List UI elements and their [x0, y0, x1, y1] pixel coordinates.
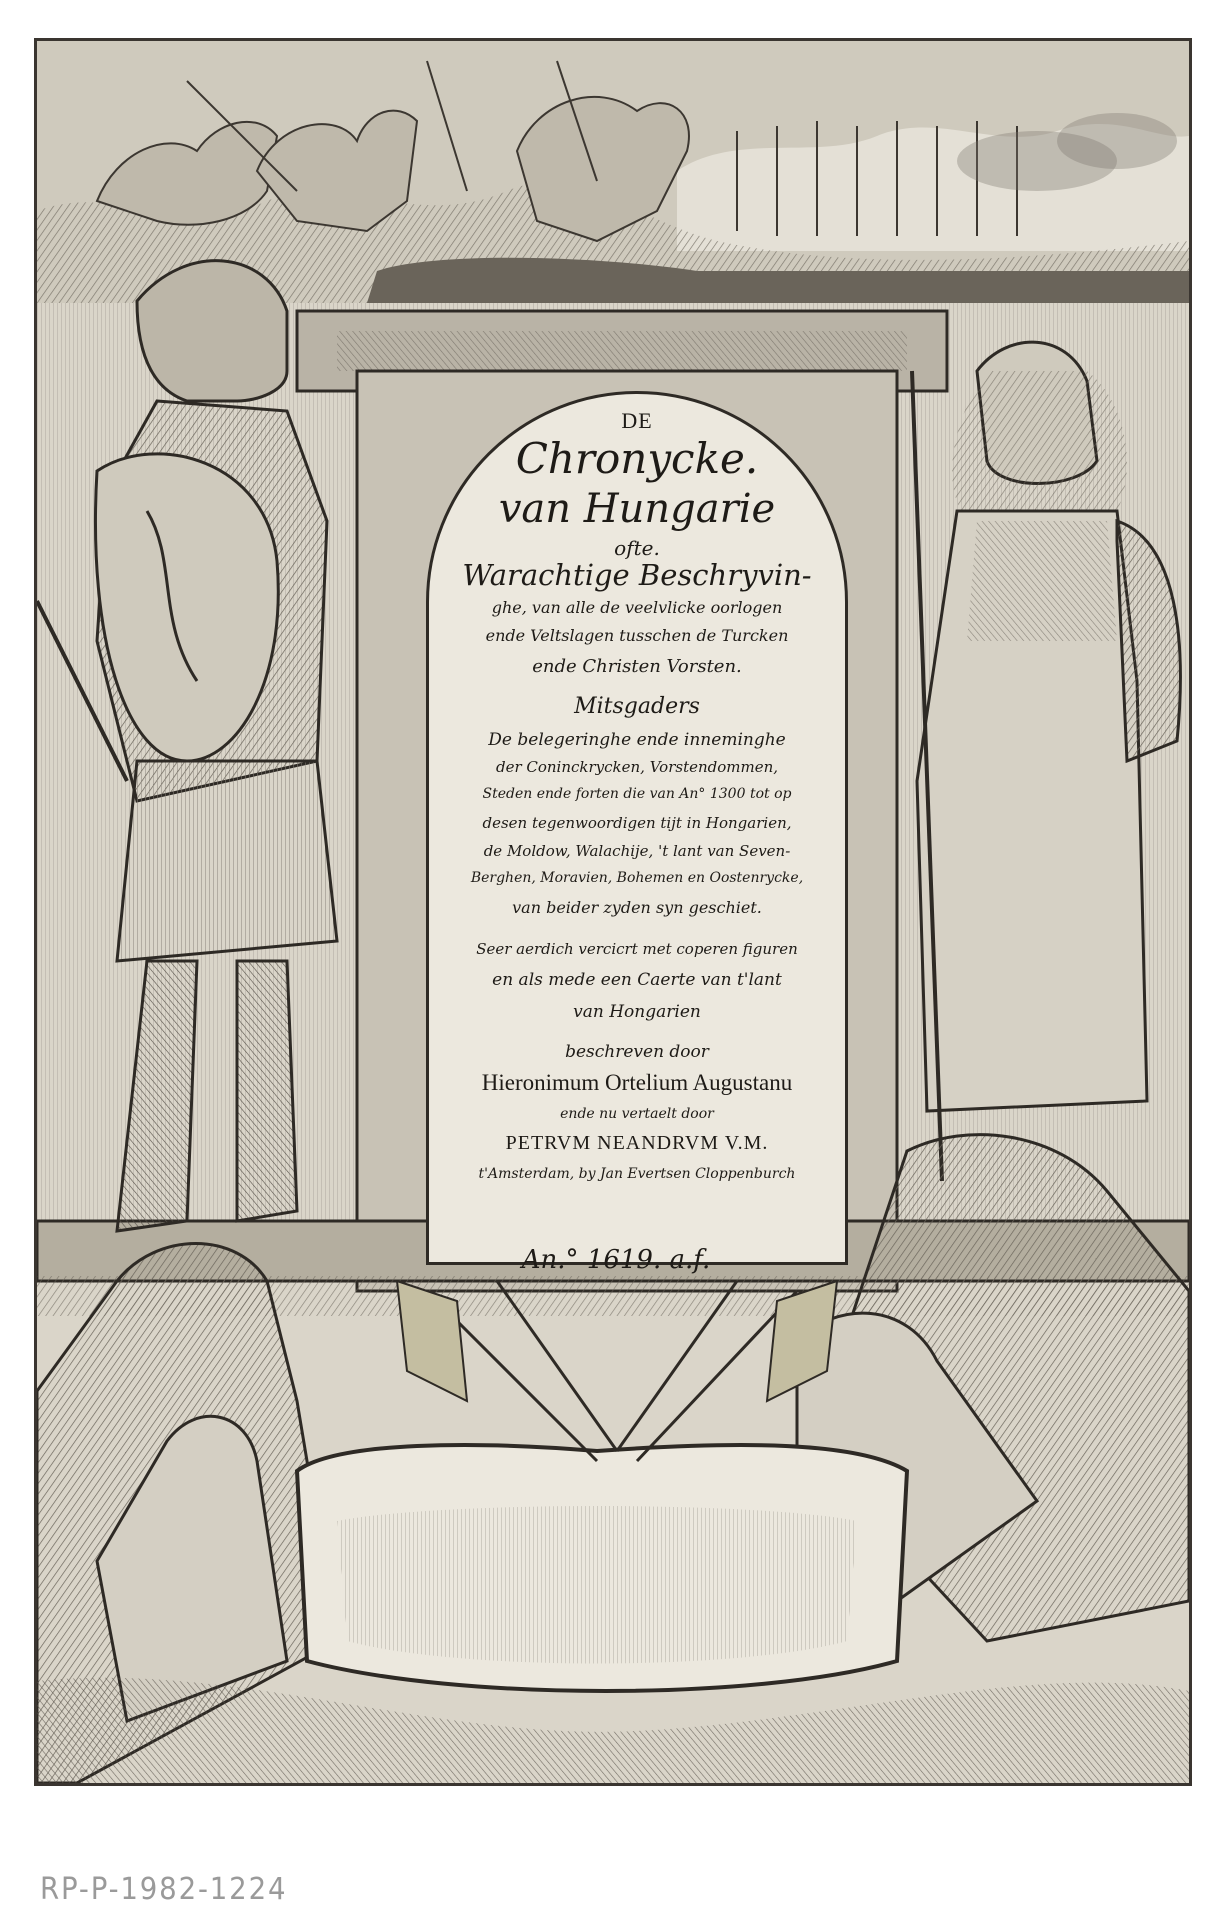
- title-line-15: van beider zyden syn geschiet.: [512, 898, 762, 917]
- title-line-mitsgaders: Mitsgaders: [574, 694, 700, 719]
- title-line-11: Steden ende forten die van An° 1300 tot op: [482, 786, 792, 802]
- title-line-publisher: t'Amsterdam, by Jan Evertsen Cloppenburch: [478, 1166, 796, 1182]
- title-line-chronycke: Chronycke.: [515, 434, 759, 483]
- title-line-16: Seer aerdich vercicrt met coperen figuren: [476, 940, 798, 958]
- title-line-14: Berghen, Moravien, Bohemen en Oostenrycke,: [470, 870, 804, 886]
- publication-date: An.° 1619. a.f.: [521, 1245, 711, 1275]
- title-line-vertaelt: ende nu vertaelt door: [560, 1106, 714, 1122]
- title-line-10: der Coninckrycken, Vorstendommen,: [495, 758, 779, 776]
- title-line-de: DE: [621, 408, 653, 433]
- inventory-number: RP-P-1982-1224: [40, 1872, 288, 1907]
- title-line-translator: PETRVM NEANDRVM V.M.: [505, 1132, 769, 1154]
- title-line-5: ghe, van alle de veelvlicke oorlogen: [491, 598, 783, 617]
- title-line-12: desen tegenwoordigen tijt in Hongarien,: [482, 814, 792, 832]
- title-line-4: Warachtige Beschryvin-: [462, 558, 812, 592]
- title-line-ofte: ofte.: [614, 536, 660, 560]
- title-line-17: en als mede een Caerte van t'lant: [492, 970, 782, 990]
- title-line-6: ende Veltslagen tusschen de Turcken: [485, 626, 789, 645]
- title-line-9: De belegeringhe ende inneminghe: [488, 730, 786, 750]
- title-print: [34, 38, 1192, 1786]
- title-line-18: van Hongarien: [573, 1002, 701, 1022]
- title-tablet: [426, 391, 848, 1265]
- title-line-beschreven: beschreven door: [565, 1042, 709, 1062]
- title-line-13: de Moldow, Walachije, 't lant van Seven-: [483, 842, 791, 860]
- title-line-author: Hieronimum Ortelium Augustanu: [481, 1070, 793, 1095]
- title-line-hungarie: van Hungarie: [498, 486, 776, 532]
- title-line-7: ende Christen Vorsten.: [532, 656, 742, 677]
